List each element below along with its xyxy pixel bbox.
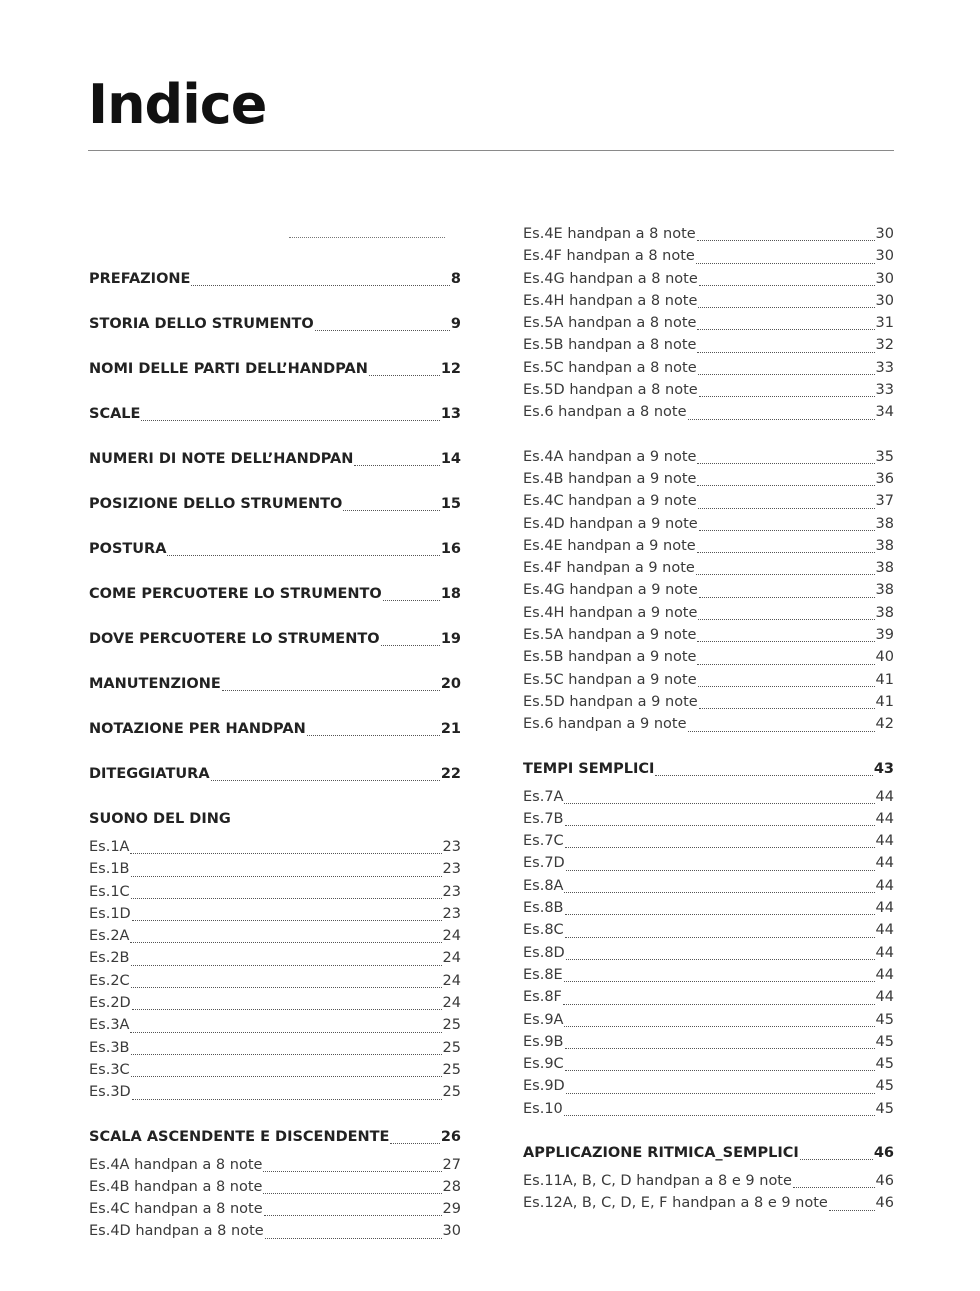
toc-entry[interactable] [89, 493, 461, 515]
dot-leader [131, 964, 442, 966]
toc-label: Es.3B [89, 1039, 130, 1056]
toc-entry[interactable] [523, 468, 894, 490]
toc-page: 26 [440, 1128, 461, 1145]
toc-page: 24 [442, 972, 461, 989]
dot-leader [696, 262, 875, 264]
dot-leader [263, 1170, 441, 1172]
toc-page: 30 [442, 1223, 461, 1240]
dot-leader [354, 464, 439, 466]
toc-page: 35 [875, 448, 894, 465]
toc-label: Es.8C [523, 922, 564, 939]
dot-leader [564, 1025, 874, 1027]
dot-leader [699, 529, 875, 531]
toc-entry[interactable] [523, 1142, 894, 1164]
toc-entry[interactable] [523, 357, 894, 379]
toc-entry[interactable] [89, 718, 461, 740]
toc-entry[interactable] [523, 897, 894, 919]
toc-page: 8 [450, 271, 461, 287]
dot-leader [697, 551, 875, 553]
toc-label: APPLICAZIONE RITMICA_SEMPLICI [523, 1144, 799, 1161]
toc-entry[interactable] [89, 836, 461, 858]
toc-entry[interactable] [523, 223, 894, 245]
toc-page: 45 [875, 1056, 894, 1073]
toc-page: 24 [442, 995, 461, 1012]
toc-page: 45 [875, 1100, 894, 1117]
toc-entry[interactable] [523, 624, 894, 646]
dot-leader [390, 1142, 439, 1144]
toc-label: DOVE PERCUOTERE LO STRUMENTO [89, 631, 380, 647]
toc-label: POSIZIONE DELLO STRUMENTO [89, 496, 343, 512]
toc-entry[interactable] [523, 535, 894, 557]
toc-entry[interactable] [523, 268, 894, 290]
toc-label: Es.2C [89, 972, 130, 989]
toc-entry[interactable] [89, 1059, 461, 1081]
toc-label: Es.1A [89, 839, 130, 855]
toc-label: Es.6 handpan a 8 note [523, 404, 687, 421]
toc-label: NOMI DELLE PARTI DELL’HANDPAN [89, 361, 368, 377]
toc-entry[interactable] [523, 379, 894, 401]
dot-leader [793, 1186, 875, 1188]
toc-entry[interactable] [89, 903, 461, 925]
dot-leader [563, 1003, 875, 1005]
toc-entry[interactable] [523, 401, 894, 423]
toc-page: 14 [440, 451, 461, 467]
toc-label: Es.1D [89, 905, 131, 922]
toc-label: Es.4D handpan a 8 note [89, 1223, 264, 1240]
toc-label: Es.7B [523, 810, 564, 827]
toc-entry[interactable] [523, 579, 894, 601]
toc-label: Es.4A handpan a 9 note [523, 448, 697, 465]
toc-page: 16 [440, 541, 461, 557]
toc-label: Es.4E handpan a 9 note [523, 537, 696, 554]
toc-label: Es.10 [523, 1100, 563, 1117]
toc-entry[interactable] [523, 691, 894, 713]
toc-page: 45 [875, 1078, 894, 1095]
toc-page: 23 [442, 861, 461, 878]
dot-leader [131, 986, 442, 988]
toc-page: 44 [875, 989, 894, 1006]
toc-entry[interactable] [89, 628, 461, 650]
toc-page: 45 [875, 1011, 894, 1028]
toc-entry[interactable] [89, 313, 461, 335]
toc-entry[interactable] [89, 1126, 461, 1148]
dot-leader [566, 958, 875, 960]
toc-page: 30 [875, 226, 894, 242]
toc-page: 38 [875, 537, 894, 554]
toc-entry[interactable] [89, 583, 461, 605]
toc-label: Es.5C handpan a 8 note [523, 359, 697, 376]
toc-page: 22 [440, 766, 461, 782]
toc-label: Es.4A handpan a 8 note [89, 1156, 263, 1173]
dot-leader [131, 875, 442, 877]
toc-page: 25 [442, 1084, 461, 1101]
toc-label: POSTURA [89, 541, 167, 557]
toc-entry[interactable] [523, 1075, 894, 1097]
dot-leader [688, 418, 875, 420]
toc-page: 41 [875, 693, 894, 710]
toc-label: Es.8B [523, 900, 564, 917]
toc-page: 15 [440, 496, 461, 512]
toc-page: 44 [875, 900, 894, 917]
toc-page: 33 [875, 359, 894, 376]
dot-leader [697, 640, 874, 642]
page-title: Indice [88, 73, 267, 136]
toc-label: Es.4G handpan a 9 note [523, 582, 698, 599]
dot-leader [343, 509, 439, 511]
toc-page: 30 [875, 248, 894, 265]
toc-entry[interactable] [523, 490, 894, 512]
toc-page: 23 [442, 905, 461, 922]
toc-entry[interactable] [89, 881, 461, 903]
toc-label: Es.5D handpan a 8 note [523, 382, 698, 399]
toc-entry[interactable] [523, 1098, 894, 1120]
toc-entry[interactable] [523, 830, 894, 852]
dot-leader [699, 707, 875, 709]
toc-label: Es.4F handpan a 9 note [523, 560, 695, 577]
toc-page: 24 [442, 928, 461, 945]
toc-label: Es.3D [89, 1084, 131, 1101]
dot-leader [383, 599, 440, 601]
dot-leader [565, 913, 875, 915]
toc-page: 18 [440, 586, 461, 602]
dot-leader [130, 1031, 441, 1033]
dot-leader [697, 462, 874, 464]
dot-leader [699, 596, 875, 598]
toc-page: 19 [440, 631, 461, 647]
dot-leader [697, 351, 874, 353]
toc-label: Es.9B [523, 1033, 564, 1050]
toc-page: 44 [875, 833, 894, 850]
toc-page: 44 [875, 966, 894, 983]
toc-entry[interactable] [523, 513, 894, 535]
toc-page: 25 [442, 1039, 461, 1056]
toc-entry[interactable] [523, 852, 894, 874]
toc-entry[interactable] [523, 758, 894, 780]
dot-leader [566, 1092, 875, 1094]
toc-page: 39 [875, 627, 894, 644]
dot-leader [800, 1158, 873, 1160]
toc-label: PREFAZIONE [89, 271, 191, 287]
toc-page: 46 [875, 1172, 894, 1189]
toc-page: 42 [875, 716, 894, 733]
toc-entry[interactable] [523, 942, 894, 964]
toc-entry[interactable] [89, 1081, 461, 1103]
toc-label: Es.2A [89, 928, 130, 945]
toc-page: 36 [875, 470, 894, 487]
toc-page: 13 [440, 406, 461, 422]
toc-entry[interactable] [523, 669, 894, 691]
dot-leader [565, 824, 875, 826]
toc-entry[interactable] [89, 992, 461, 1014]
toc-page: 23 [442, 839, 461, 855]
toc-page: 41 [875, 671, 894, 688]
toc-label: SCALA ASCENDENTE E DISCENDENTE [89, 1128, 390, 1145]
toc-label: Es.5A handpan a 9 note [523, 627, 697, 644]
toc-label: Es.9D [523, 1078, 565, 1095]
toc-label: Es.8E [523, 966, 563, 983]
toc-label: Es.9C [523, 1056, 564, 1073]
toc-entry[interactable] [89, 1154, 461, 1176]
toc-label: Es.8D [523, 944, 565, 961]
toc-label: Es.4H handpan a 8 note [523, 292, 698, 309]
dot-leader [264, 1214, 442, 1216]
toc-entry[interactable] [523, 1009, 894, 1031]
dot-leader [222, 689, 440, 691]
toc-entry[interactable] [523, 1031, 894, 1053]
dot-leader [191, 284, 449, 286]
toc-label: NUMERI DI NOTE DELL’HANDPAN [89, 451, 354, 467]
toc-entry[interactable] [523, 1053, 894, 1075]
toc-label: Es.3C [89, 1061, 130, 1078]
toc-label: Es.1C [89, 883, 130, 900]
toc-label: Es.8F [523, 989, 562, 1006]
toc-entry[interactable] [523, 875, 894, 897]
dot-leader [132, 1008, 442, 1010]
toc-entry[interactable] [523, 986, 894, 1008]
toc-label: Es.2B [89, 950, 130, 967]
dot-leader [381, 644, 440, 646]
toc-label: Es.2D [89, 995, 131, 1012]
toc-page: 38 [875, 582, 894, 599]
dot-leader [564, 802, 874, 804]
toc-entry[interactable] [89, 1220, 461, 1242]
toc-entry[interactable] [89, 925, 461, 947]
title-rule [88, 150, 894, 151]
toc-entry[interactable] [523, 713, 894, 735]
dot-leader [565, 936, 875, 938]
dot-leader [697, 328, 874, 330]
toc-page: 30 [875, 270, 894, 287]
toc-entry[interactable] [89, 1176, 461, 1198]
toc-page: 44 [875, 810, 894, 827]
toc-label: Es.4D handpan a 9 note [523, 515, 698, 532]
toc-entry[interactable] [523, 919, 894, 941]
toc-entry[interactable] [523, 1170, 894, 1192]
toc-label: Es.5C handpan a 9 note [523, 671, 697, 688]
dot-leader [167, 554, 439, 556]
toc-entry[interactable] [89, 268, 461, 290]
toc-label: Es.5D handpan a 9 note [523, 693, 698, 710]
dot-leader [263, 1192, 441, 1194]
dot-leader [565, 1047, 875, 1049]
dot-leader [369, 374, 440, 376]
toc-entry[interactable] [89, 673, 461, 695]
dot-leader [698, 306, 874, 308]
dot-leader [566, 869, 875, 871]
toc-entry[interactable] [89, 538, 461, 560]
dot-leader [565, 846, 875, 848]
toc-page: 40 [875, 649, 894, 666]
dot-leader [141, 419, 439, 421]
toc-entry[interactable] [523, 334, 894, 356]
toc-page: 46 [875, 1195, 894, 1212]
toc-page: 46 [873, 1144, 894, 1161]
toc-entry[interactable] [89, 1198, 461, 1220]
toc-entry[interactable] [89, 1014, 461, 1036]
toc-entry[interactable] [89, 448, 461, 470]
toc-label: Es.4C handpan a 9 note [523, 493, 697, 510]
toc-page: 45 [875, 1033, 894, 1050]
toc-entry[interactable] [89, 1037, 461, 1059]
dot-leader [211, 779, 440, 781]
toc-entry[interactable] [89, 947, 461, 969]
toc-label: Es.4E handpan a 8 note [523, 226, 696, 242]
toc-page: 23 [442, 883, 461, 900]
dot-leader [130, 941, 441, 943]
toc-label: NOTAZIONE PER HANDPAN [89, 721, 306, 737]
toc-page: 44 [875, 944, 894, 961]
dot-leader [307, 734, 440, 736]
toc-entry[interactable] [89, 858, 461, 880]
dot-leader [131, 1075, 442, 1077]
toc-entry[interactable] [523, 808, 894, 830]
dot-leader [131, 897, 442, 899]
toc-label: Es.4F handpan a 8 note [523, 248, 695, 265]
dot-leader [688, 730, 875, 732]
toc-label: Es.4C handpan a 8 note [89, 1201, 263, 1218]
dot-leader [698, 507, 875, 509]
toc-entry[interactable] [523, 1192, 894, 1214]
toc-page: 34 [875, 404, 894, 421]
toc-page: 28 [442, 1178, 461, 1195]
toc-label: SCALE [89, 406, 141, 422]
dot-leader [131, 1053, 442, 1055]
toc-entry[interactable] [523, 602, 894, 624]
toc-page: 21 [440, 721, 461, 737]
toc-label: DITEGGIATURA [89, 766, 210, 782]
toc-label: Es.4H handpan a 9 note [523, 604, 698, 621]
dot-leader [829, 1209, 875, 1211]
toc-entry[interactable] [523, 312, 894, 334]
toc-page: 25 [442, 1061, 461, 1078]
toc-page: 44 [875, 877, 894, 894]
section-heading-ding[interactable]: SUONO DEL DING [89, 811, 231, 827]
toc-label: Es.4B handpan a 8 note [89, 1178, 263, 1195]
dot-leader [315, 329, 450, 331]
dot-leader [699, 395, 875, 397]
toc-entry[interactable] [523, 446, 894, 468]
dot-leader [132, 1098, 442, 1100]
toc-label: MANUTENZIONE [89, 676, 221, 692]
toc-entry[interactable] [89, 358, 461, 380]
dot-leader [698, 373, 875, 375]
toc-entry[interactable] [523, 646, 894, 668]
toc-page: 38 [875, 560, 894, 577]
toc-label: Es.7D [523, 855, 565, 872]
toc-page: 38 [875, 515, 894, 532]
toc-entry[interactable] [523, 786, 894, 808]
toc-page: 33 [875, 382, 894, 399]
toc-entry[interactable] [89, 970, 461, 992]
toc-page: 31 [875, 315, 894, 332]
toc-label: COME PERCUOTERE LO STRUMENTO [89, 586, 382, 602]
toc-label: Es.5B handpan a 8 note [523, 337, 697, 354]
dot-leader [697, 663, 874, 665]
toc-page: 24 [442, 950, 461, 967]
toc-label: Es.4B handpan a 9 note [523, 470, 697, 487]
toc-entry[interactable] [523, 245, 894, 267]
dot-leader [565, 1069, 875, 1071]
toc-label: Es.3A [89, 1017, 130, 1034]
toc-label: Es.9A [523, 1011, 564, 1028]
toc-label: Es.4G handpan a 8 note [523, 270, 698, 287]
toc-label: TEMPI SEMPLICI [523, 760, 655, 777]
toc-label: Es.5A handpan a 8 note [523, 315, 697, 332]
toc-label: Es.5B handpan a 9 note [523, 649, 697, 666]
toc-page: 44 [875, 855, 894, 872]
blank-dot-leader [89, 223, 461, 245]
toc-page: 20 [440, 676, 461, 692]
toc-label: Es.12A, B, C, D, E, F handpan a 8 e 9 note [523, 1195, 828, 1212]
toc-entry[interactable] [523, 290, 894, 312]
dot-leader [265, 1237, 442, 1239]
dot-leader [698, 685, 875, 687]
toc-page: 44 [875, 788, 894, 805]
toc-label: Es.11A, B, C, D handpan a 8 e 9 note [523, 1172, 792, 1189]
toc-page: 32 [875, 337, 894, 354]
dot-leader [130, 852, 441, 854]
toc-label: Es.7C [523, 833, 564, 850]
toc-label: Es.8A [523, 877, 564, 894]
toc-page: 29 [442, 1201, 461, 1218]
toc-page: 43 [873, 760, 894, 777]
dot-leader [564, 980, 875, 982]
toc-entry[interactable] [89, 763, 461, 785]
dot-leader [655, 774, 872, 776]
dot-leader [132, 919, 442, 921]
dot-leader [699, 284, 875, 286]
dot-leader [697, 484, 874, 486]
dot-leader [698, 618, 874, 620]
toc-label: STORIA DELLO STRUMENTO [89, 316, 314, 332]
dot-leader [564, 1114, 875, 1116]
toc-right-column [523, 223, 894, 1215]
dot-leader [697, 239, 875, 241]
dot-leader [696, 573, 875, 575]
toc-entry[interactable] [523, 964, 894, 986]
toc-label: Es.1B [89, 861, 130, 878]
toc-page: 27 [442, 1156, 461, 1173]
toc-page: 44 [875, 922, 894, 939]
toc-label: Es.6 handpan a 9 note [523, 716, 687, 733]
toc-page: 25 [442, 1017, 461, 1034]
toc-label: Es.7A [523, 788, 564, 805]
dot-leader [564, 891, 874, 893]
toc-left-column [89, 223, 461, 1243]
toc-entry[interactable] [89, 403, 461, 425]
toc-page: 37 [875, 493, 894, 510]
toc-page: 38 [875, 604, 894, 621]
toc-page: 30 [875, 292, 894, 309]
toc-page: 9 [450, 316, 461, 332]
toc-entry[interactable] [523, 557, 894, 579]
toc-page: 12 [440, 361, 461, 377]
